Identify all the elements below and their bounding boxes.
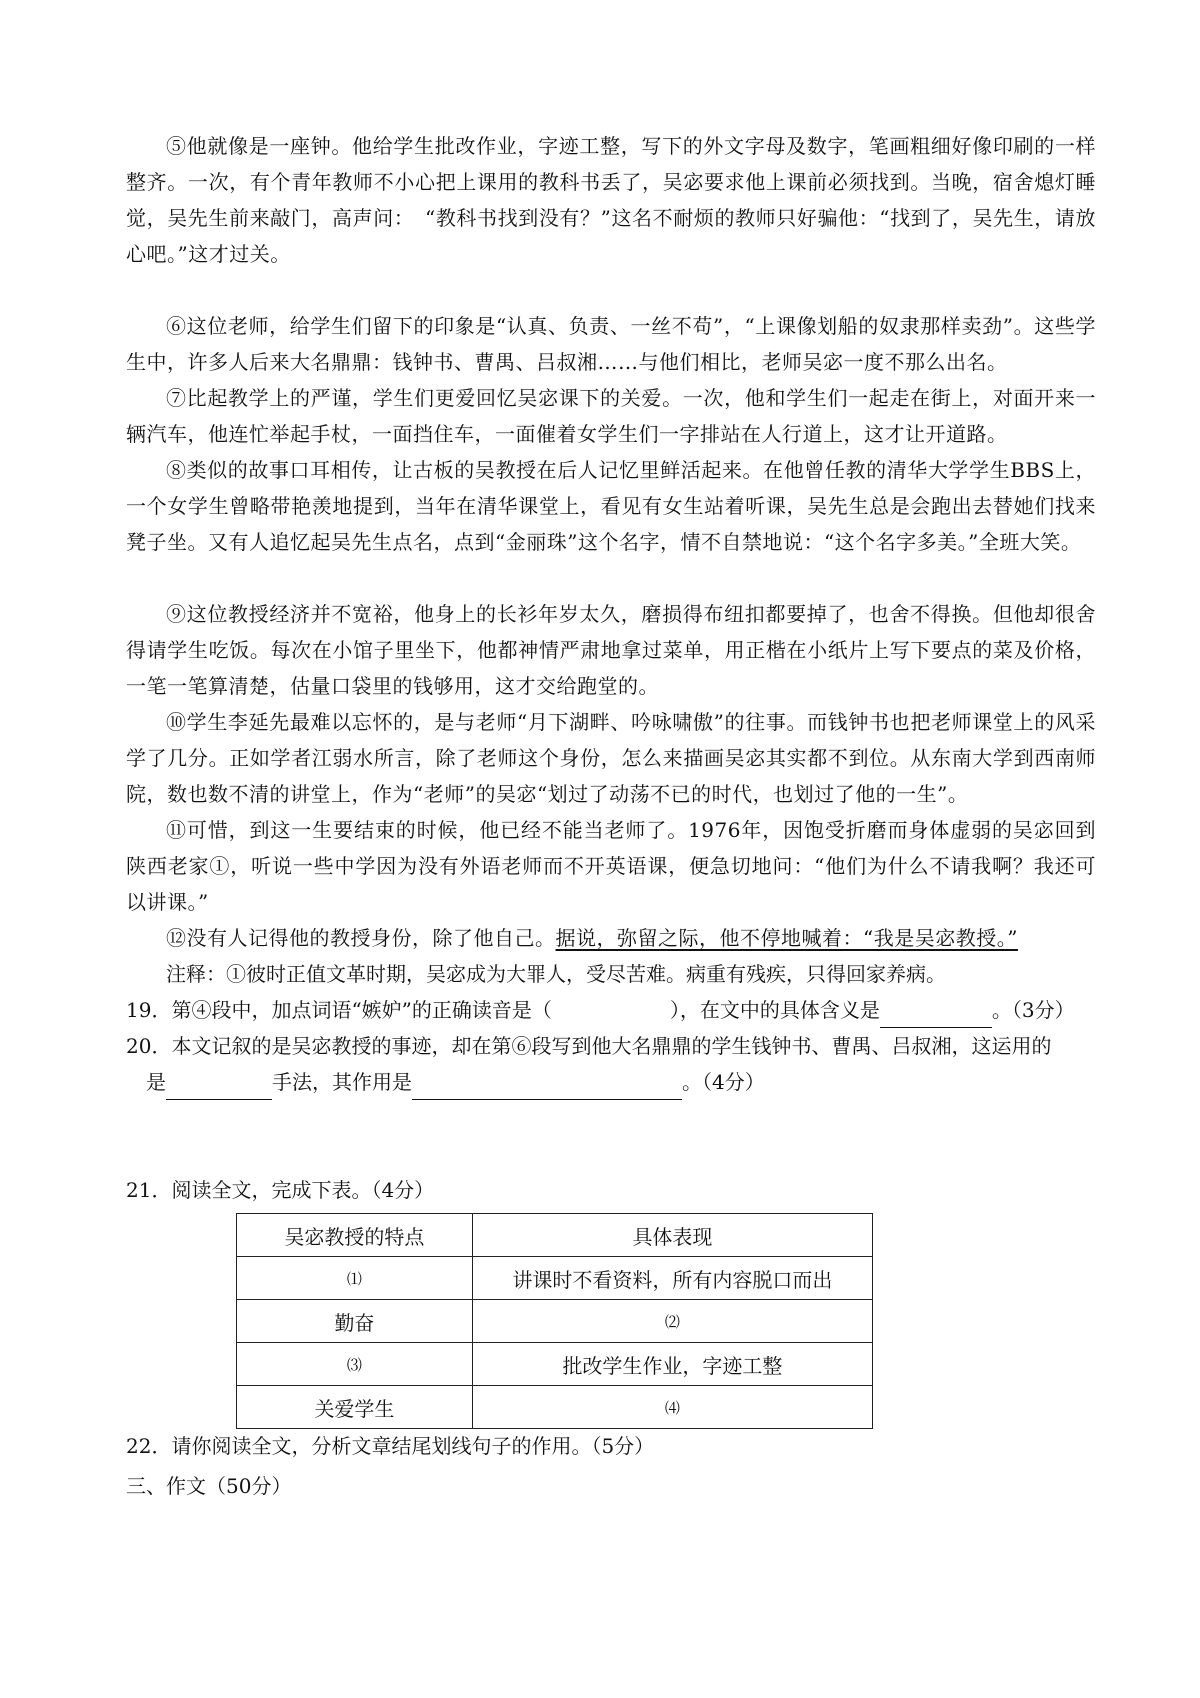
- paragraph-6: ⑥这位老师，给学生们留下的印象是“认真、负责、一丝不苟”，“上课像划船的奴隶那样卖劲”。这些学生中，许多人后来大名鼎鼎：钱钟书、曹禺、吕叔湘……与他们相比，老师吴宓一度不那么出名。: [126, 314, 1096, 374]
- table-header-feature: 吴宓教授的特点: [237, 1214, 473, 1257]
- table-row: [237, 1257, 873, 1300]
- paragraph-7: ⑦比起教学上的严谨，学生们更爱回忆吴宓课下的关爱。一次，他和学生们一起走在街上，对面开来一辆汽车，他连忙举起手杖，一面挡住车，一面催着女学生们一字排站在人行道上，这才让开道路。: [126, 386, 1096, 446]
- table-cell[interactable]: ⑷: [472, 1386, 872, 1429]
- q20-text-2a: 是: [146, 1070, 166, 1094]
- q20-technique-blank[interactable]: [166, 1075, 272, 1100]
- q20-line-1: 20．本文记叙的是吴宓教授的事迹，却在第⑥段写到他大名鼎鼎的学生钱钟书、曹禺、吕叔湘，这运用的: [126, 1034, 1052, 1058]
- table-row: [237, 1343, 873, 1386]
- paragraph-5: ⑤他就像是一座钟。他给学生批改作业，字迹工整，写下的外文字母及数字，笔画粗细好像印刷的一样整齐。一次，有个青年教师不小心把上课用的教科书丢了，吴宓要求他上课前必须找到。当晚，宿舍熄灯睡觉，吴先生前来敲门，高声问： “教科书找到没有？”这名不耐烦的教师只好骗他：“找到了，吴先生，请放心吧。”这才过关。: [126, 134, 1096, 266]
- question-19: [126, 992, 1096, 1028]
- table-cell[interactable]: ⑵: [472, 1300, 872, 1343]
- q20-effect-blank[interactable]: [412, 1075, 682, 1100]
- answer-table: [236, 1213, 873, 1429]
- section-3-heading: 三、作文（50分）: [126, 1474, 292, 1498]
- table-header-row: [237, 1214, 873, 1257]
- q19-text-1: 19．第④段中，加点词语“嫉妒”的正确读音是（: [126, 998, 552, 1022]
- table-cell: 勤奋: [237, 1300, 473, 1343]
- q19-text-2: ），在文中的具体含义是: [669, 998, 880, 1022]
- paragraph-12-lead: ⑫没有人记得他的教授身份，除了他自己。: [166, 926, 556, 950]
- q20-text-2c: 。（4分）: [682, 1070, 765, 1094]
- paragraph-8: ⑧类似的故事口耳相传，让古板的吴教授在后人记忆里鲜活起来。在他曾任教的清华大学学生BBS上，一个女学生曾略带艳羡地提到，当年在清华课堂上，看见有女生站着听课，吴先生总是会跑出去替她们找来凳子坐。又有人追忆起吴先生点名，点到“金丽珠”这个名字，情不自禁地说：“这个名字多美。”全班大笑。: [126, 458, 1096, 554]
- paragraph-12: [126, 920, 1096, 956]
- paragraph-11: ⑪可惜，到这一生要结束的时候，他已经不能当老师了。1976年，因饱受折磨而身体虚弱的吴宓回到陕西老家①，听说一些中学因为没有外语老师而不开英语课，便急切地问：“他们为什么不请我啊？我还可以讲课。”: [126, 818, 1096, 914]
- paragraph-10: ⑩学生李延先最难以忘怀的，是与老师“月下湖畔、吟咏啸傲”的往事。而钱钟书也把老师课堂上的风采学了几分。正如学者江弱水所言，除了老师这个身份，怎么来描画吴宓其实都不到位。从东南大学到西南师院，数也数不清的讲堂上，作为“老师”的吴宓“划过了动荡不已的时代，也划过了他的一生”。: [126, 710, 1096, 806]
- table-cell[interactable]: ⑴: [237, 1257, 473, 1300]
- question-22: 22．请你阅读全文，分析文章结尾划线句子的作用。（5分）: [126, 1434, 655, 1458]
- question-20: [126, 1028, 1096, 1100]
- q20-text-2b: 手法，其作用是: [272, 1070, 412, 1094]
- question-21: 21．阅读全文，完成下表。（4分）: [126, 1178, 435, 1202]
- q19-text-3: 。（3分）: [991, 998, 1075, 1022]
- table-cell[interactable]: ⑶: [237, 1343, 473, 1386]
- paragraph-12-underlined-sentence: 据说，弥留之际，他不停地喊着：“我是吴宓教授。”: [555, 926, 1018, 950]
- table-row: [237, 1300, 873, 1343]
- table-cell: 讲课时不看资料，所有内容脱口而出: [472, 1257, 872, 1300]
- table-cell: 批改学生作业，字迹工整: [472, 1343, 872, 1386]
- paragraph-9: ⑨这位教授经济并不宽裕，他身上的长衫年岁太久，磨损得布纽扣都要掉了，也舍不得换。但他却很舍得请学生吃饭。每次在小馆子里坐下，他都神情严肃地拿过菜单，用正楷在小纸片上写下要点的菜及价格，一笔一笔算清楚，估量口袋里的钱够用，这才交给跑堂的。: [126, 602, 1096, 698]
- table-row: [237, 1386, 873, 1429]
- footnote: 注释：①彼时正值文革时期，吴宓成为大罪人，受尽苦难。病重有残疾，只得回家养病。: [166, 962, 946, 986]
- table-header-evidence: 具体表现: [472, 1214, 872, 1257]
- table-cell: 关爱学生: [237, 1386, 473, 1429]
- q19-meaning-blank[interactable]: [880, 1003, 992, 1028]
